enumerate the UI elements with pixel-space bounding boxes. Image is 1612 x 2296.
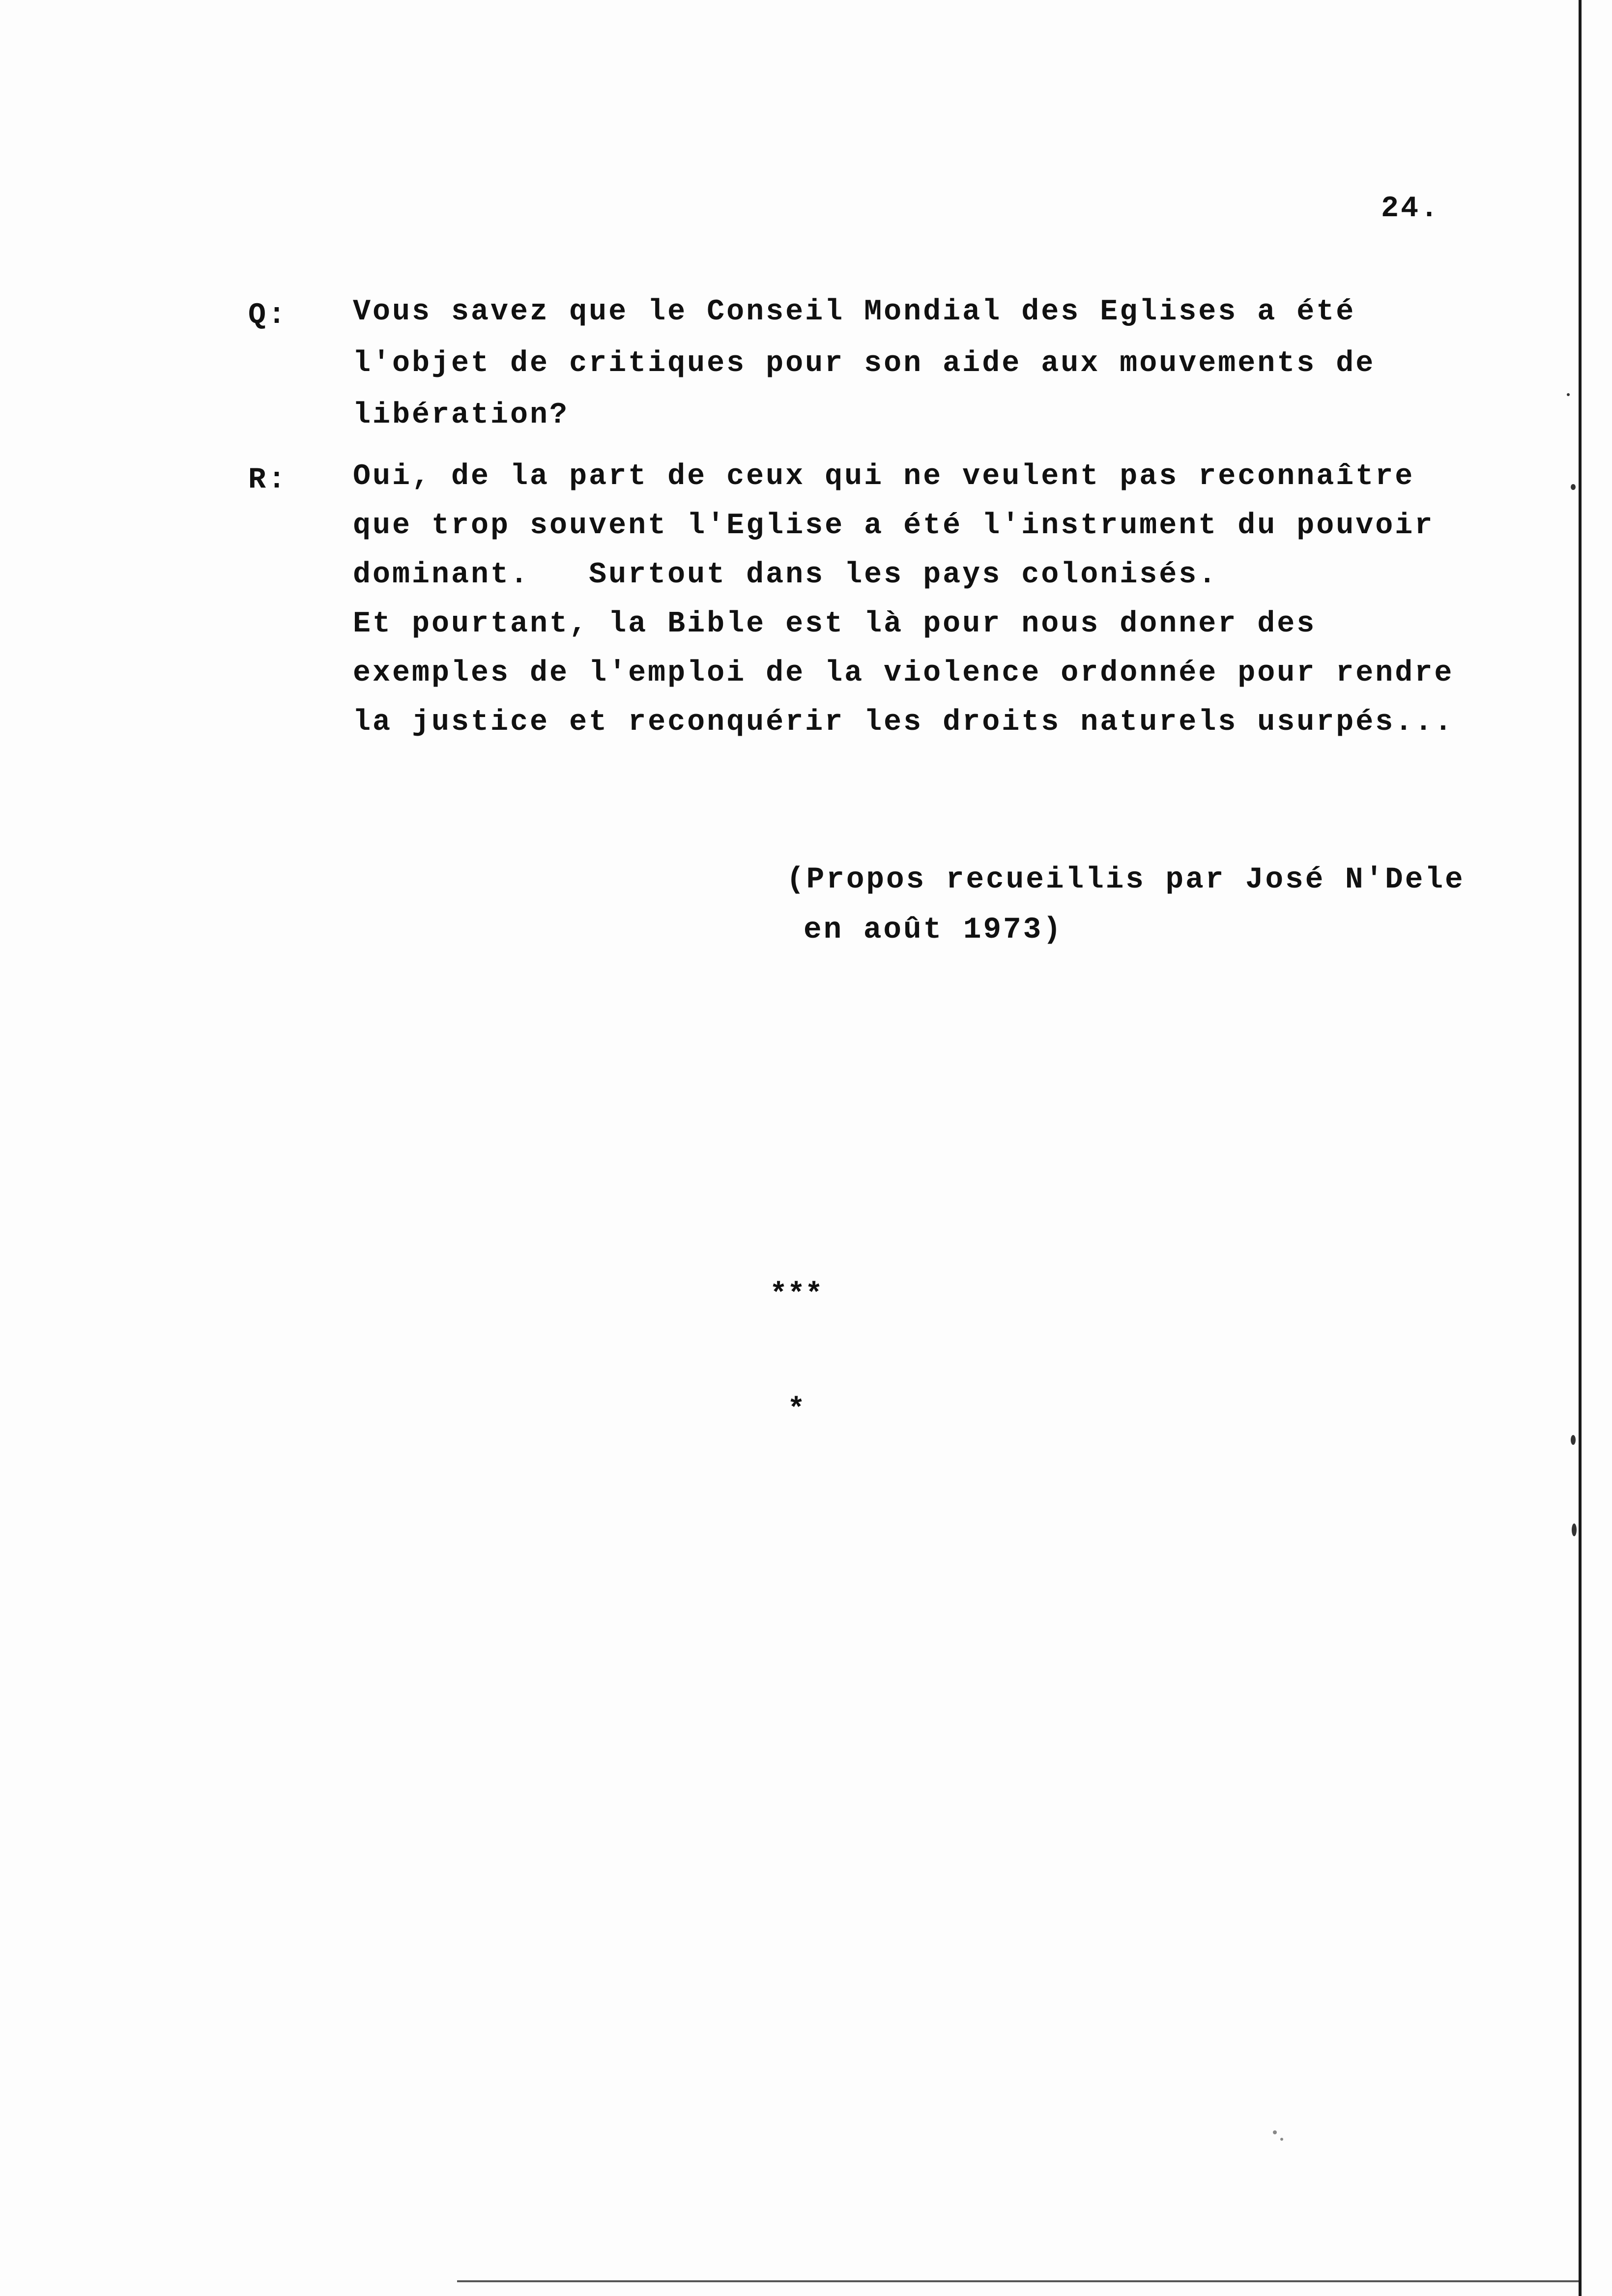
answer-line-3: dominant. Surtout dans les pays colonisés.: [353, 558, 1218, 592]
answer-line-6: la justice et reconquérir les droits naturels usurpés...: [353, 706, 1454, 739]
scan-speck: [1567, 393, 1570, 396]
scan-speck: [1571, 484, 1576, 490]
scan-speck: [1273, 2130, 1277, 2134]
credit-line-1: (Propos recueillis par José N'Dele: [786, 863, 1465, 897]
question-line-1: Vous savez que le Conseil Mondial des Eglises a été: [353, 295, 1356, 329]
page-number: 24.: [1381, 192, 1440, 226]
section-separator: [762, 1199, 831, 1506]
page-bottom-edge: [457, 2280, 1579, 2282]
answer-label: R:: [248, 463, 288, 497]
credit-line-2: en août 1973): [804, 913, 1063, 947]
question-line-3: libération?: [353, 399, 570, 432]
scan-speck: [1571, 1435, 1576, 1445]
page-edge-shadow: [1579, 0, 1582, 2296]
question-label: Q:: [248, 299, 288, 332]
answer-line-1: Oui, de la part de ceux qui ne veulent pas reconnaître: [353, 460, 1415, 493]
question-line-2: l'objet de critiques pour son aide aux mouvements de: [353, 347, 1376, 380]
separator-stars-top: ***: [769, 1278, 823, 1312]
scan-speck: [1280, 2138, 1283, 2141]
separator-star-bottom: *: [787, 1393, 805, 1427]
answer-line-4: Et pourtant, la Bible est là pour nous donner des: [353, 607, 1317, 641]
answer-line-5: exemples de l'emploi de la violence ordonnée pour rendre: [353, 657, 1454, 690]
scan-speck: [1572, 1523, 1577, 1536]
answer-line-2: que trop souvent l'Eglise a été l'instrument du pouvoir: [353, 509, 1435, 543]
